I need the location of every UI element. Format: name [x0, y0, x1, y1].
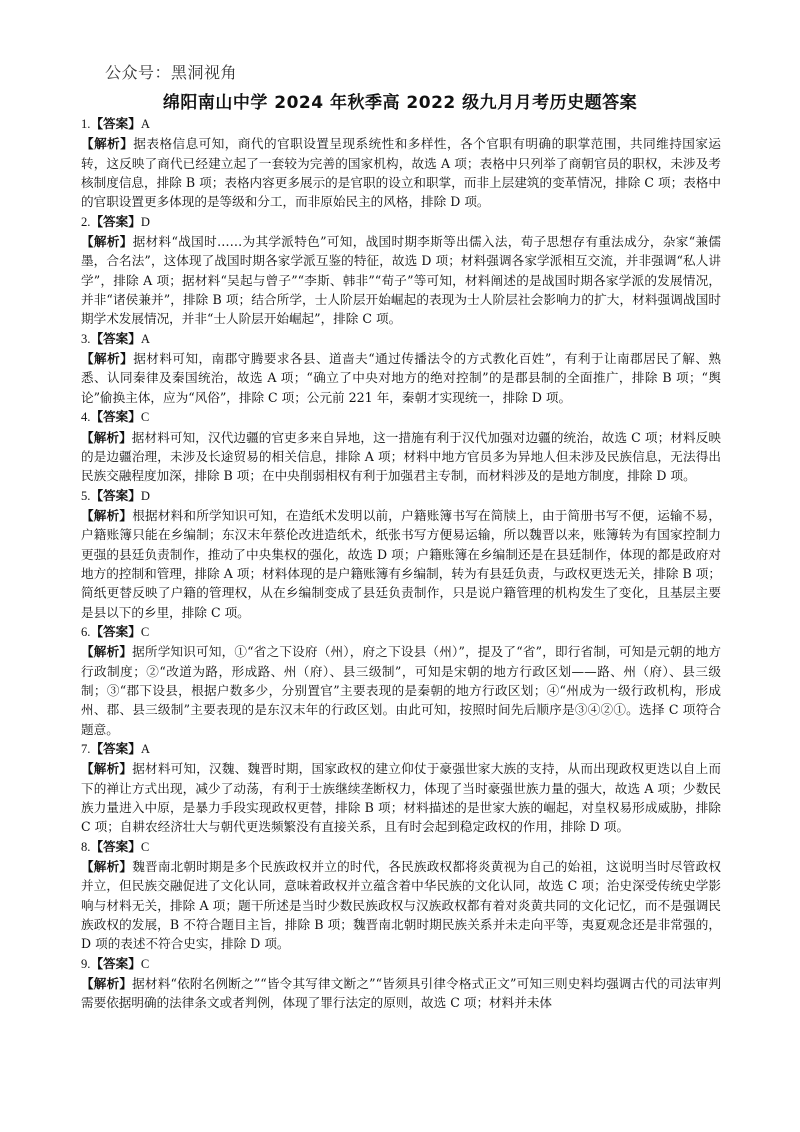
answer-item	[81, 837, 721, 954]
answer-choice: A	[140, 117, 150, 131]
explain-label: 【解析】	[81, 351, 134, 367]
watermark-text: 公众号：黑洞视角	[105, 63, 238, 82]
explain-label: 【解析】	[81, 761, 133, 777]
explanation-text	[81, 349, 721, 407]
answer-item	[81, 954, 721, 1013]
answer-line	[81, 622, 721, 642]
answer-line	[81, 739, 721, 759]
answer-label: 【答案】	[90, 409, 141, 425]
answer-label: 【答案】	[90, 838, 141, 854]
answer-line	[81, 114, 721, 134]
answer-list	[81, 114, 721, 1013]
explain-label: 【解析】	[81, 976, 133, 992]
answer-choice: D	[140, 488, 150, 503]
answer-choice: D	[140, 214, 150, 229]
explanation-text	[81, 506, 721, 622]
answer-item	[81, 114, 721, 212]
explain-label: 【解析】	[81, 429, 132, 445]
question-number: 9.	[81, 956, 91, 971]
explanation-text	[81, 759, 721, 836]
answer-item	[81, 212, 721, 329]
question-number: 1.	[81, 117, 91, 131]
answer-choice: C	[140, 839, 150, 854]
answer-line	[81, 329, 721, 349]
answer-label: 【答案】	[90, 487, 141, 503]
answer-line	[81, 837, 721, 857]
question-number: 4.	[81, 410, 91, 425]
answer-choice: C	[140, 956, 150, 971]
question-number: 5.	[81, 488, 91, 503]
answer-line	[81, 407, 721, 427]
explanation-body: 据表格信息可知，商代的官职设置呈现系统性和多样性，各个官职有明确的职掌范围，共同维持国家运转，这反映了商代已经建立起了一套较为完善的国家机构，故选 A 项；表格中只列举了商朝官员的职权，未涉及考核制度信息，排除 B 项；表格内容更多展示的是官职的设立和职掌，而非上层建筑的变革情况，排除 C 项；表格中的官职设置更多体现的是等级和分工，而非原始民主的风格，排除 D 项。	[81, 136, 722, 210]
explain-label: 【解析】	[81, 234, 133, 250]
explain-label: 【解析】	[81, 859, 133, 875]
answer-choice: A	[140, 331, 150, 346]
answer-line	[81, 212, 721, 232]
answer-item	[81, 486, 721, 622]
explanation-text	[81, 428, 721, 486]
answer-label: 【答案】	[90, 213, 141, 229]
explanation-text	[81, 232, 721, 329]
explanation-body: 据所学知识可知，①“省之下设府（州），府之下设县（州）”，提及了“省”，即行省制，可知是元朝的地方行政制度；②“改道为路，形成路、州（府）、县三级制”，可知是宋朝的地方行政区划——路、州（府）、县三级制；③“郡下设县，根据户数多少，分别置官”主要表现的是秦朝的地方行政区划；④“州成为一级行政机构，形成州、郡、县三级制”主要表现的是东汉末年的行政区划。由此可知，按照时间先后顺序是③④②①。选择 C 项符合题意。	[81, 644, 721, 737]
question-number: 8.	[81, 839, 91, 854]
answer-label: 【答案】	[90, 330, 141, 346]
explain-label: 【解析】	[81, 644, 133, 660]
answer-item	[81, 407, 721, 485]
explanation-text	[81, 134, 721, 211]
answer-choice: A	[140, 742, 150, 756]
explain-label: 【解析】	[81, 136, 134, 152]
question-number: 6.	[81, 624, 91, 639]
answer-label: 【答案】	[90, 741, 141, 756]
question-number: 3.	[81, 331, 91, 346]
explanation-body: 根据材料和所学知识可知，在造纸术发明以前，户籍账簿书写在简牍上，由于简册书写不便，运输不易，户籍账簿只能在乡编制；东汉末年蔡伦改进造纸术，纸张书写方便易运输，所以魏晋以来，账簿转为有国家控制力更强的县廷负责制作，推动了中央集权的强化，故选 D 项；户籍账簿在乡编制还是在县廷制作，体现的都是政府对地方的控制和管理，排除 A 项；材料体现的是户籍账簿有乡编制，转为有县廷负责，与政权更迭无关，排除 B 项；简纸更替反映了户籍的管理权，从在乡编制变成了县廷负责制作，只是说户籍管理的机构发生了变化，且基层主要是县以下的乡里，排除 C 项。	[81, 507, 722, 620]
explanation-text	[81, 642, 721, 739]
explain-label: 【解析】	[81, 507, 133, 523]
page-title: 绵阳南山中学 2024 年秋季高 2022 级九月月考历史题答案	[162, 93, 638, 113]
explanation-body: 据材料可知，汉魏、魏晋时期，国家政权的建立仰仗于豪强世家大族的支持，从而出现政权更迭以自上而下的禅让方式出现，减少了动荡，有利于士族继续垄断权力，体现了当时豪强世族力量的强大，故选 A 项；少数民族力量进入中原，是暴力手段实现政权更替，排除 B 项；材料描述的是世家大族的崛起，对皇权易形成威胁，排除 C 项；自耕农经济壮大与朝代更迭频繁没有直接关系，且有时会起到稳定政权的作用，排除 D 项。	[81, 761, 722, 835]
answer-item	[81, 622, 721, 739]
answer-item	[81, 739, 721, 837]
answer-label: 【答案】	[90, 955, 141, 971]
answer-item	[81, 329, 721, 407]
explanation-body: 据材料可知，汉代边疆的官吏多来自异地，这一措施有利于汉代加强对边疆的统治，故选 C 项；材料反映的是边疆治理，未涉及长途贸易的相关信息，排除 A 项；材料中地方官员多为异地人但未涉及民族信息，无法得出民族交融程度加深，排除 B 项；在中央削弱相权有利于加强君主专制，而材料涉及的是地方制度，排除 D 项。	[81, 429, 721, 484]
answer-line	[81, 486, 721, 506]
explanation-body: 魏晋南北朝时期是多个民族政权并立的时代，各民族政权都将炎黄视为自己的始祖，这说明当时尽管政权并立，但民族交融促进了文化认同，意味着政权并立蕴含着中华民族的文化认同，故选 C 项；治史深受传统史学影响与材料无关，排除 A 项；题干所述是当时少数民族政权与汉族政权都有着对炎黄共同的文化记忆，而不是强调民族政权的发展，B 不符合题目主旨，排除 B 项；魏晋南北朝时期民族关系并未走向平等，夷夏观念还是非常强的，D 项的表述不符合史实，排除 D 项。	[81, 859, 722, 952]
answer-line	[81, 954, 721, 974]
answer-label: 【答案】	[90, 116, 141, 131]
explanation-text	[81, 857, 721, 954]
answer-label: 【答案】	[90, 623, 141, 639]
answer-choice: C	[140, 410, 150, 425]
explanation-text	[81, 974, 721, 1013]
explanation-body: 据材料“依附名例断之”“皆令其写律文断之”“皆须具引律令格式正文”可知三则史料均强调古代的司法审判需要依据明确的法律条文或者判例，体现了罪行法定的原则，故选 C 项；材料并未体	[81, 976, 721, 1011]
explanation-body: 据材料可知，南郡守腾要求各县、道啬夫“通过传播法令的方式教化百姓”，有利于让南郡居民了解、熟悉、认同秦律及秦国统治，故选 A 项；“确立了中央对地方的绝对控制”的是郡县制的全面推广，排除 B 项；“舆论”偷换主体，应为“风俗”，排除 C 项；公元前 221 年，秦朝才实现统一，排除 D 项。	[81, 351, 721, 405]
question-number: 7.	[81, 742, 91, 756]
question-number: 2.	[81, 214, 91, 229]
answer-choice: C	[140, 624, 150, 639]
explanation-body: 据材料“战国时……为其学派特色”可知，战国时期李斯等出儒入法，荀子思想存有重法成分，杂家“兼儒墨，合名法”，这体现了战国时期各家学派互鉴的特征，故选 D 项；材料强调各家学派相互交流，并非强调“私人讲学”，排除 A 项；据材料“吴起与曾子”“李斯、韩非”“荀子”等可知，材料阐述的是战国时期各家学派的发展情况，并非“诸侯兼并”，排除 B 项；结合所学，士人阶层开始崛起的表现为士人阶层社会影响力的扩大，材料强调战国时期学术发展情况，并非“士人阶层开始崛起”，排除 C 项。	[81, 234, 721, 327]
